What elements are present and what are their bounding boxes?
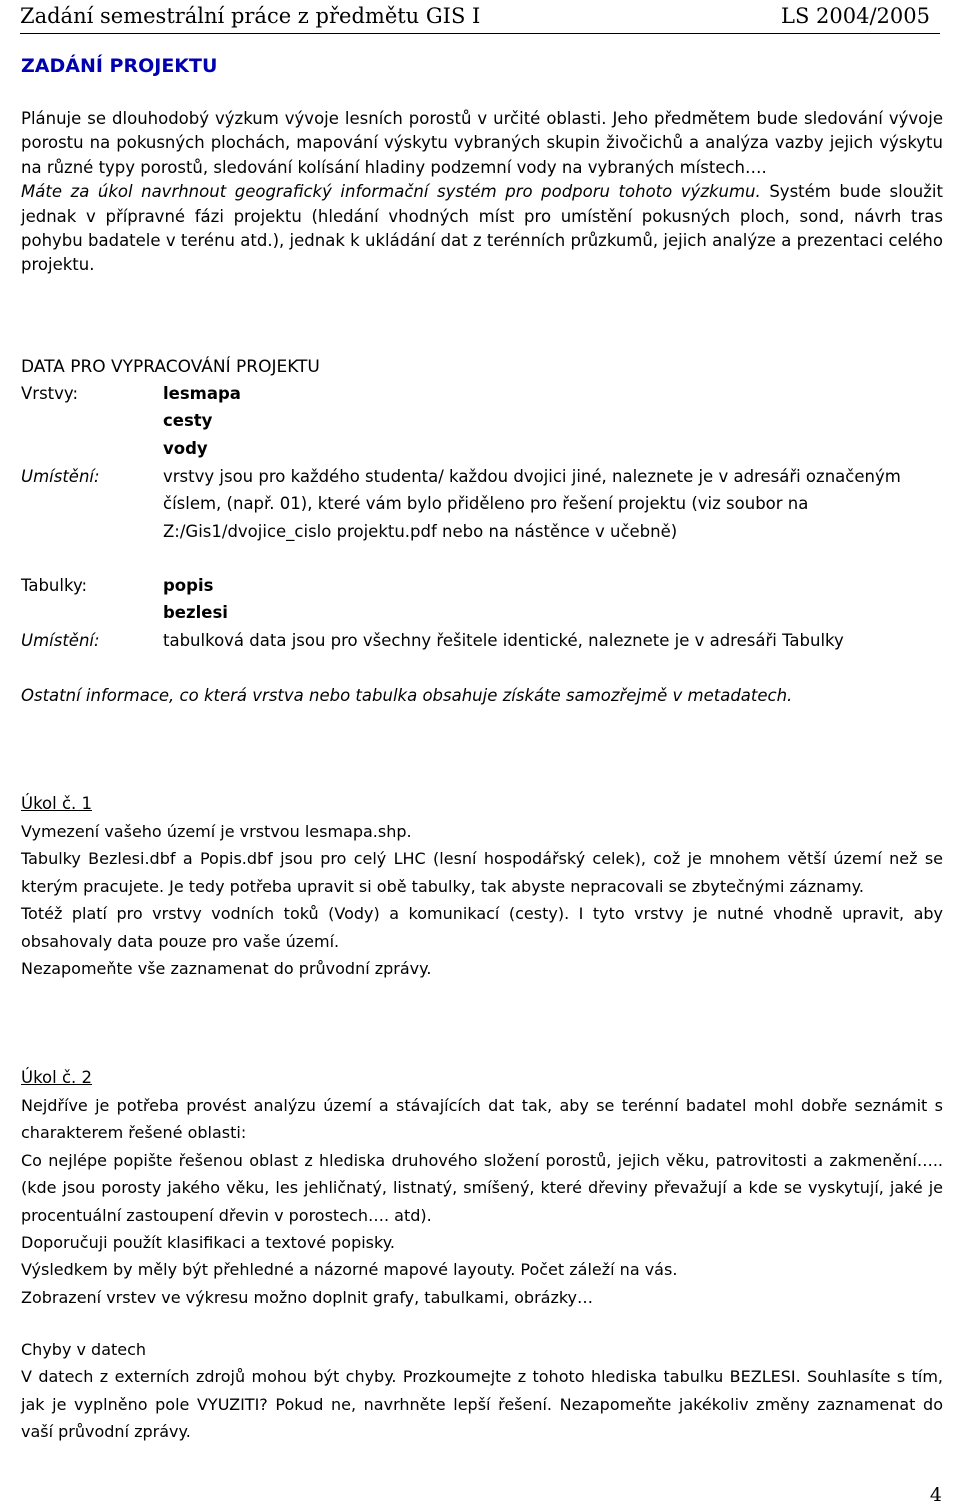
- table-item: bezlesi: [163, 603, 228, 623]
- data-errors-section: [21, 1336, 943, 1446]
- task-2-line: Nejdříve je potřeba provést analýzu území a stávajících dat tak, aby se terénní badatel mohl dobře seznámit s charakterem řešené oblasti:: [21, 1096, 943, 1143]
- page-title: ZADÁNÍ PROJEKTU: [21, 55, 218, 77]
- tables-location-text: tabulková data jsou pro všechny řešitele identické, naleznete je v adresáři Tabulky: [163, 631, 844, 650]
- metadata-note: Ostatní informace, co která vrstva nebo tabulka obsahuje získáte samozřejmě v metadatech.: [21, 686, 793, 705]
- intro-section: [21, 107, 943, 278]
- layer-item: lesmapa: [163, 384, 241, 403]
- task-2-line: Doporučuji použít klasifikaci a textové popisky.: [21, 1233, 395, 1253]
- tables-location-label: Umístění:: [21, 631, 100, 650]
- task-1-line: Nezapomeňte vše zaznamenat do průvodní zprávy.: [21, 959, 432, 979]
- layers-location-label: Umístění:: [21, 467, 100, 486]
- header-rule: [20, 33, 940, 34]
- task-1-line: Tabulky Bezlesi.dbf a Popis.dbf jsou pro celý LHC (lesní hospodářský celek), což je mnohem větší území než se kterým pracujete. Je tedy potřeba upravit si obě tabulky, tak abyste nepracovali se zbytečnými záznamy.: [21, 849, 943, 896]
- table-item: popis: [163, 576, 214, 595]
- layers-location-text: vrstvy jsou pro každého studenta/ každou dvojici jiné, naleznete je v adresáři označeným číslem, (např. 01), které vám bylo přiděleno pro řešení projektu (viz soubor na Z:/Gis1/dvojice_cislo projektu.pdf nebo na nástěnce v učebně): [163, 467, 901, 541]
- page-number: 4: [929, 1484, 942, 1506]
- tables-list: [163, 572, 923, 627]
- header-semester: LS 2004/2005: [781, 4, 930, 28]
- intro-paragraph-1: Plánuje se dlouhodobý výzkum vývoje lesních porostů v určité oblasti. Jeho předmětem bude sledování vývoje porostu na pokusných plochách, mapování výskytu vybraných skupin živočichů a analýza vazby jejich výskytu na různé typy porostů, sledování kolísání hladiny podzemní vody na vybraných místech….: [21, 109, 943, 177]
- data-errors-title: Chyby v datech: [21, 1340, 147, 1359]
- task-1-title: Úkol č. 1: [21, 794, 93, 813]
- task-1-body: [21, 818, 943, 982]
- running-header: [20, 2, 940, 32]
- data-errors-text: V datech z externích zdrojů mohou být chyby. Prozkoumejte z tohoto hlediska tabulku BEZLESI. Souhlasíte s tím, jak je vyplněno pole VYUZITI? Pokud ne, navrhněte lepší řešení. Nezapomeňte jakékoliv změny zaznamenat do vaší průvodní zprávy.: [21, 1367, 943, 1442]
- tables-label: Tabulky:: [21, 576, 88, 595]
- layer-item: cesty: [163, 411, 213, 431]
- intro-system-description: Systém bude sloužit jednak v přípravné fázi projektu (hledání vhodných míst pro umístění pokusných ploch, sond, návrh tras pohybu badatele v terénu atd.), jednak k ukládání dat z terénních průzkumů, jejich analýze a prezentaci celého projektu.: [21, 182, 943, 275]
- task-2-line: Co nejlépe popište řešenou oblast z hlediska druhového složení porostů, jejich věku, patrovitosti a zakmenění….. (kde jsou porosty jakého věku, les jehličnatý, listnatý, smíšený, které dřeviny převažují a kde se vyskytují, jaké je procentuální zastoupení dřevin v porostech…. atd).: [21, 1150, 943, 1225]
- layer-item: vody: [163, 438, 208, 458]
- task-1-line: Totéž platí pro vrstvy vodních toků (Vody) a komunikací (cesty). I tyto vrstvy je nutné vhodně upravit, aby obsahovaly data pouze pro vaše území.: [21, 904, 943, 951]
- task-2-line: Výsledkem by měly být přehledné a názorné mapové layouty. Počet záleží na vás.: [21, 1260, 678, 1280]
- task-2-line: Zobrazení vrstev ve výkresu možno doplnit grafy, tabulkami, obrázky…: [21, 1287, 594, 1307]
- data-section-title: DATA PRO VYPRACOVÁNÍ PROJEKTU: [21, 357, 320, 377]
- intro-paragraph-2: [21, 180, 943, 278]
- task-2-title: Úkol č. 2: [21, 1068, 93, 1087]
- layers-list: [163, 380, 923, 462]
- layers-label: Vrstvy:: [21, 384, 79, 403]
- header-course-title: Zadání semestrální práce z předmětu GIS I: [20, 4, 481, 28]
- intro-task-sentence: Máte za úkol navrhnout geografický informační systém pro podporu tohoto výzkumu.: [21, 182, 761, 202]
- task-1-line: Vymezení vašeho území je vrstvou lesmapa.shp.: [21, 822, 412, 841]
- task-2-body: [21, 1092, 943, 1311]
